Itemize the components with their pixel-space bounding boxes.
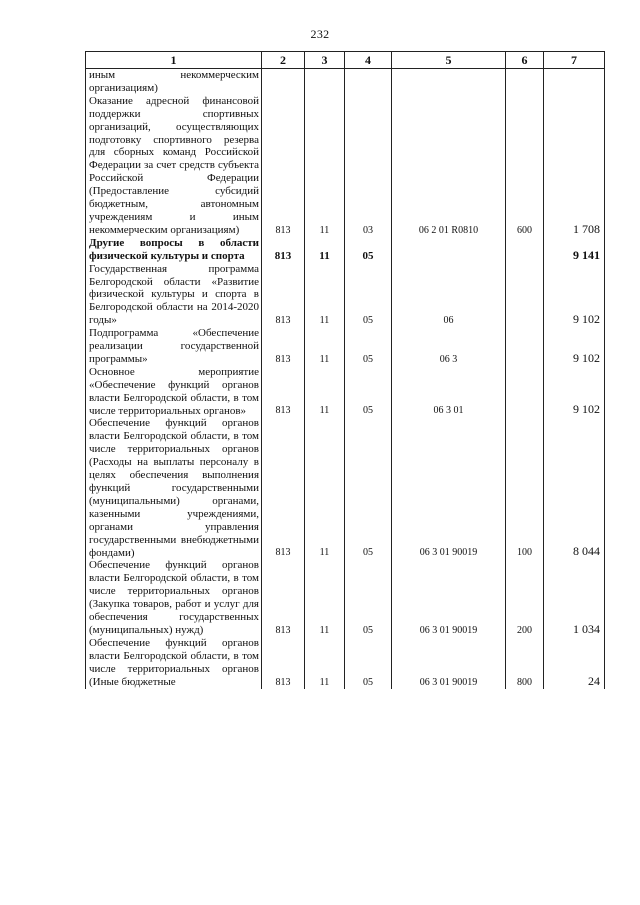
- amount-value: 1 034: [544, 559, 605, 636]
- page-number: 232: [310, 27, 330, 41]
- column-header: 6: [506, 52, 544, 69]
- amount-value: 9 141: [544, 237, 605, 263]
- expense-type-code: 600: [506, 95, 544, 237]
- ministry-code: 813: [262, 95, 305, 237]
- section-code: 11: [305, 366, 345, 418]
- ministry-code: 813: [262, 637, 305, 689]
- subsection-code: 05: [345, 237, 392, 263]
- target-article-code: 06 3 01: [392, 366, 506, 418]
- column-header: 3: [305, 52, 345, 69]
- expense-type-code: [506, 327, 544, 366]
- table-row: [86, 95, 605, 237]
- amount-value: 8 044: [544, 417, 605, 559]
- expense-type-code: [506, 237, 544, 263]
- column-header: 1: [86, 52, 262, 69]
- section-code: [305, 69, 345, 95]
- amount-value: 9 102: [544, 327, 605, 366]
- section-code: 11: [305, 95, 345, 237]
- ministry-code: 813: [262, 366, 305, 418]
- section-code: 11: [305, 237, 345, 263]
- expense-type-code: 800: [506, 637, 544, 689]
- ministry-code: 813: [262, 237, 305, 263]
- row-description: Обеспечение функций органов власти Белгородской области, в том числе территориальных органов (Иные бюджетные: [86, 637, 262, 689]
- amount-value: 9 102: [544, 263, 605, 328]
- table-row: [86, 327, 605, 366]
- column-header: 2: [262, 52, 305, 69]
- row-description: Обеспечение функций органов власти Белгородской области, в том числе территориальных органов (Закупка товаров, работ и услуг для обеспечения государственных (муниципальных) нужд): [86, 559, 262, 636]
- expense-type-code: 100: [506, 417, 544, 559]
- subsection-code: 05: [345, 637, 392, 689]
- column-header: 7: [544, 52, 605, 69]
- table-row: [86, 637, 605, 689]
- target-article-code: 06 3 01 90019: [392, 559, 506, 636]
- row-description: Обеспечение функций органов власти Белгородской области, в том числе территориальных органов (Расходы на выплаты персоналу в целях обеспечения выполнения функций государственными (муниципальными) органами, казенными учреждениями, органами управления государственными внебюджетными фондами): [86, 417, 262, 559]
- target-article-code: 06 3: [392, 327, 506, 366]
- subsection-code: 05: [345, 366, 392, 418]
- row-description: Государственная программа Белгородской области «Развитие физической культуры и спорта в Белгородской области на 2014-2020 годы»: [86, 263, 262, 328]
- table-row: [86, 263, 605, 328]
- target-article-code: 06 3 01 90019: [392, 637, 506, 689]
- target-article-code: 06 3 01 90019: [392, 417, 506, 559]
- target-article-code: [392, 69, 506, 95]
- target-article-code: 06: [392, 263, 506, 328]
- ministry-code: 813: [262, 263, 305, 328]
- table-row: [86, 69, 605, 95]
- ministry-code: 813: [262, 327, 305, 366]
- subsection-code: 05: [345, 417, 392, 559]
- amount-value: 9 102: [544, 366, 605, 418]
- row-description: иным некоммерческим организациям): [86, 69, 262, 95]
- row-description: Подпрограмма «Обеспечение реализации государственной программы»: [86, 327, 262, 366]
- table-row: [86, 559, 605, 636]
- section-code: 11: [305, 637, 345, 689]
- subsection-code: 05: [345, 327, 392, 366]
- subsection-code: 05: [345, 263, 392, 328]
- header-row: [86, 52, 605, 69]
- budget-table: [85, 51, 605, 689]
- table-row: [86, 366, 605, 418]
- ministry-code: 813: [262, 559, 305, 636]
- target-article-code: 06 2 01 R0810: [392, 95, 506, 237]
- expense-type-code: [506, 366, 544, 418]
- expense-type-code: [506, 263, 544, 328]
- subsection-code: 03: [345, 95, 392, 237]
- amount-value: [544, 69, 605, 95]
- row-description: Основное мероприятие «Обеспечение функций органов власти Белгородской области, в том числе территориальных органов»: [86, 366, 262, 418]
- amount-value: 1 708: [544, 95, 605, 237]
- table-row: [86, 237, 605, 263]
- table-row: [86, 417, 605, 559]
- amount-value: 24: [544, 637, 605, 689]
- column-header: 4: [345, 52, 392, 69]
- row-description: Другие вопросы в области физической культуры и спорта: [86, 237, 262, 263]
- ministry-code: [262, 69, 305, 95]
- section-code: 11: [305, 327, 345, 366]
- section-code: 11: [305, 263, 345, 328]
- expense-type-code: 200: [506, 559, 544, 636]
- section-code: 11: [305, 417, 345, 559]
- section-code: 11: [305, 559, 345, 636]
- column-header: 5: [392, 52, 506, 69]
- subsection-code: [345, 69, 392, 95]
- target-article-code: [392, 237, 506, 263]
- row-description: Оказание адресной финансовой поддержки спортивных организаций, осуществляющих подготовку спортивного резерва для сборных команд Российской Федерации за счет средств субъекта Российской Федерации (Предоставление субсидий бюджетным, автономным учреждениям и иным некоммерческим организациям): [86, 95, 262, 237]
- subsection-code: 05: [345, 559, 392, 636]
- expense-type-code: [506, 69, 544, 95]
- ministry-code: 813: [262, 417, 305, 559]
